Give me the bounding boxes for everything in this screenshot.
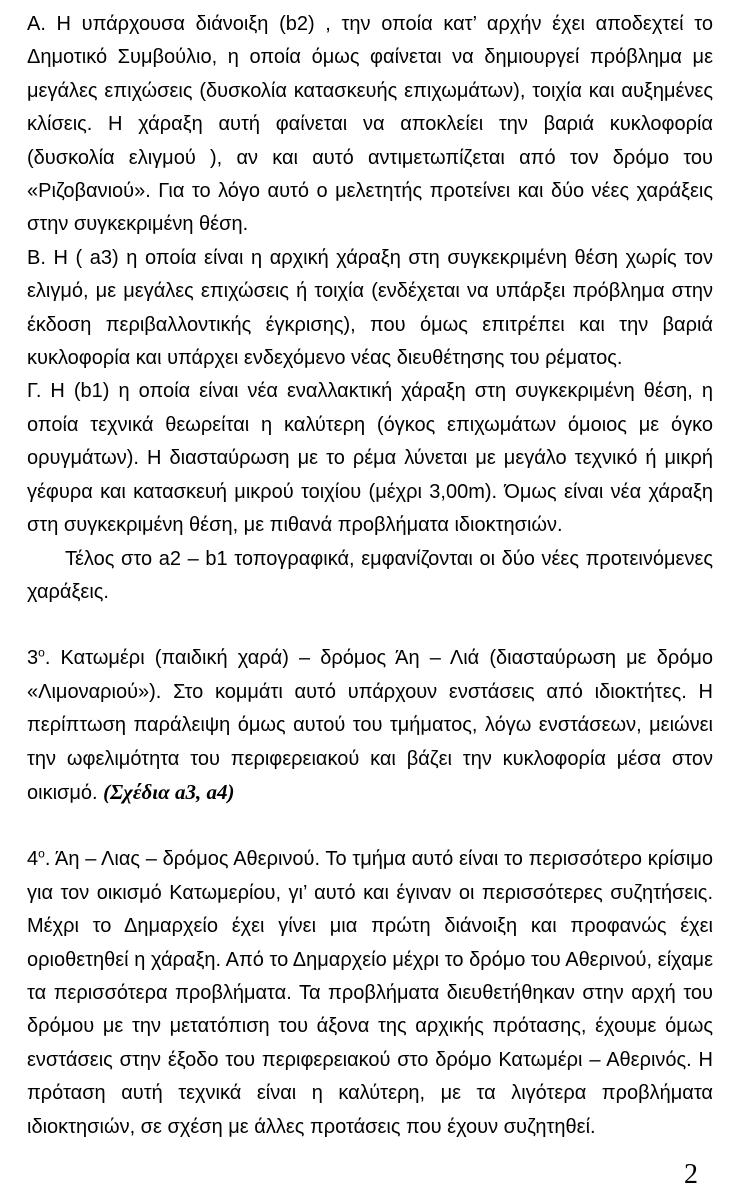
paragraph-c-text: Γ. Η (b1) η οποία είναι νέα εναλλακτική χάραξη στη συγκεκριμένη θέση, η οποία τεχνικά θεωρείται η καλύτερη (όγκος επιχωμάτων όμοιος με όγκο ορυγμάτων). Η διασταύρωση με το ρέμα λύνεται με μεγάλο τεχνικό ή μικρή γέφυρα και κατασκευή μικρού τοιχίου (μέχρι 3,00m). Όμως είναι νέα χάραξη στη συγκεκριμένη θέση, με πιθανά προβλήματα ιδιοκτησιών.: [27, 380, 713, 537]
section-3-paragraph: [27, 642, 713, 810]
section-4-paragraph: [27, 843, 713, 1144]
paragraph-c: [27, 375, 713, 542]
paragraph-b: [27, 242, 713, 376]
paragraph-a-text: Α. Η υπάρχουσα διάνοιξη (b2) , την οποία κατ’ αρχήν έχει αποδεχτεί το Δημοτικό Συμβούλιο, η οποία όμως φαίνεται να δημιουργεί πρόβλημα με μεγάλες επιχώσεις (δυσκολία κατασκευής επιχωμάτων), τοιχία και αυξημένες κλίσεις. Η χάραξη αυτή φαίνεται να αποκλείει την βαριά κυκλοφορία (δυσκολία ελιγμού ), αν και αυτό αντιμετωπίζεται από τον δρόμο του «Ριζοβανιού». Για το λόγο αυτό ο μελετητής προτείνει και δύο νέες χαράξεις στην συγκεκριμένη θέση.: [27, 13, 713, 236]
paragraph-closing-text: Τέλος στο a2 – b1 τοπογραφικά, εμφανίζονται οι δύο νέες προτεινόμενες χαράξεις.: [27, 547, 713, 603]
document-page: [27, 8, 713, 1144]
section-4-text: . Άη – Λιας – δρόμος Αθερινού. Το τμήμα αυτό είναι το περισσότερο κρίσιμο για τον οικισμό Κατωμερίου, γι’ αυτό και έγιναν οι περισσότερες συζητήσεις. Μέχρι το Δημαρχείο έχει γίνει μια πρώτη διάνοιξη και προφανώς έχει οριοθετηθεί η χάραξη. Από το Δημαρχείο μέχρι το δρόμο του Αθερινού, είχαμε τα περισσότερα προβλήματα. Τα προβλήματα διευθετήθηκαν στην αρχή του δρόμου με την μετατόπιση του άξονα της αρχικής πρότασης, έχουμε όμως ενστάσεις στην έξοδο του περιφερειακού στο δρόμο Κατωμέρι – Αθερινός. Η πρόταση αυτή τεχνικά είναι η καλύτερη, με τα λιγότερα προβλήματα ιδιοκτησιών, σε σχέση με άλλες προτάσεις που έχουν συζητηθεί.: [27, 848, 713, 1138]
section-3-text: . Κατωμέρι (παιδική χαρά) – δρόμος Άη – Λιά (διασταύρωση με δρόμο «Λιμοναριού»). Στο κομμάτι αυτό υπάρχουν ενστάσεις από ιδιοκτήτες. Η περίπτωση παράλειψη όμως αυτού του τμήματος, λόγω ενστάσεων, μειώνει την ωφελιμότητα του περιφερειακού και βάζει την κυκλοφορία μέσα στον οικισμό.: [27, 647, 713, 804]
page-number: 2: [684, 1159, 698, 1190]
paragraph-a: [27, 8, 713, 242]
section-4-number: 4: [27, 848, 39, 871]
paragraph-b-text: Β. Η ( a3) η οποία είναι η αρχική χάραξη στη συγκεκριμένη θέση χωρίς τον ελιγμό, με μεγάλες επιχώσεις ή τοιχία (ενδέχεται να υπάρξει πρόβλημα στην έκδοση περιβαλλοντικής έγκρισης), που όμως επιτρέπει και την βαριά κυκλοφορία και υπάρχει ενδεχόμενο νέας διευθέτησης του ρέματος.: [27, 246, 713, 370]
section-3-ordinal: ο: [38, 645, 45, 660]
paragraph-closing: [27, 543, 713, 610]
section-3-drawings-note: (Σχέδια a3, a4): [103, 779, 235, 804]
section-3-number: 3: [27, 647, 39, 670]
section-4-ordinal: ο: [38, 846, 45, 861]
